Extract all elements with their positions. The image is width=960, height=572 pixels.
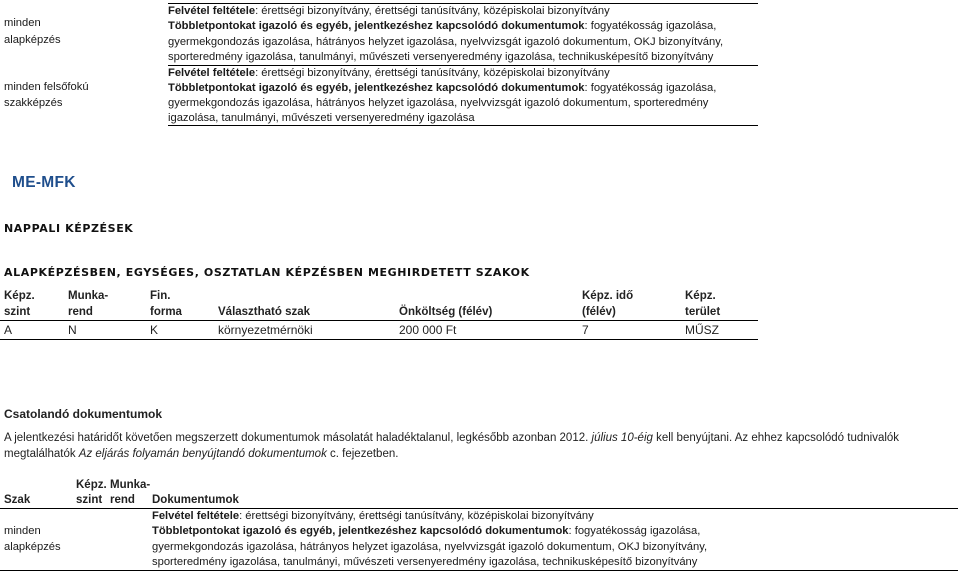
col-header-fin-forma: Fin. (150, 290, 171, 302)
row-divider (168, 125, 758, 126)
table-bottom-rule (0, 339, 758, 340)
col-header-munkarend: rend (68, 306, 93, 318)
requirement-line: gyermekgondozás igazolása, hátrányos helyzet igazolása, nyelvvizsgát igazoló dokumentum, OKJ bizonyítvány, (168, 36, 724, 48)
col-header-kepz-ido: Képz. idő (582, 290, 634, 302)
col-header-kepz-szint: szint (4, 306, 31, 318)
requirement-line: Többletpontokat igazoló és egyéb, jelentkezéshez kapcsolódó dokumentumok: fogyatékosság igazolása, (168, 82, 717, 94)
col-header-kepz-ido: (félév) (582, 306, 616, 318)
requirement-line: igazolása, tanulmányi, művészeti versenyeredmény igazolása (168, 112, 475, 124)
requirement-line: Felvétel feltétele: érettségi bizonyítvány, érettségi tanúsítvány, középiskolai bizonyítvány (168, 67, 610, 79)
table-bottom-rule (0, 570, 958, 571)
cell-onkoltseg: 200 000 Ft (399, 323, 457, 337)
track-label: minden (4, 525, 41, 537)
requirement-line: sporteredmény igazolása, tanulmányi, művészeti versenyeredmény igazolása, technikusképesítő bizonyítvány (168, 51, 714, 63)
col-header-kepz-szint: Képz. (76, 479, 107, 491)
section-title: NAPPALI KÉPZÉSEK (4, 222, 134, 235)
cell-fin-forma: K (150, 323, 159, 337)
requirement-line: sporteredmény igazolása, tanulmányi, művészeti versenyeredmény igazolása, technikusképesítő bizonyítvány (152, 556, 698, 568)
col-header-szak: Szak (4, 494, 31, 506)
requirement-line: Felvétel feltétele: érettségi bizonyítvány, érettségi tanúsítvány, középiskolai bizonyítvány (152, 510, 594, 522)
col-header-munkarend: rend (110, 494, 135, 506)
cell-kepz-terulet: MŰSZ (685, 323, 719, 337)
requirement-line: gyermekgondozás igazolása, hátrányos helyzet igazolása, nyelvvizsgát igazoló dokumentum, sporteredmény (168, 97, 709, 109)
documents-title: Csatolandó dokumentumok (4, 407, 163, 421)
col-header-fin-forma: forma (150, 306, 182, 318)
track-label: szakképzés (4, 97, 63, 109)
documents-paragraph: A jelentkezési határidőt követően megszerzett dokumentumok másolatát haladéktalanul, legkésőbb azonban 2012. július 10-éig kell benyújtani. Az ehhez kapcsolódó tudnivalók megtalálhatók Az eljárás folyamán benyújtandó dokumentumok c. fejezetben. (4, 432, 900, 460)
cell-kepz-szint: A (4, 323, 13, 337)
track-label: alapképzés (4, 34, 61, 46)
col-header-kepz-szint: szint (76, 494, 103, 506)
org-code: ME-MFK (12, 174, 76, 191)
col-header-kepz-terulet: Képz. (685, 290, 716, 302)
col-header-munkarend: Munka- (68, 290, 109, 302)
col-header-kepz-terulet: terület (685, 306, 721, 318)
track-label: alapképzés (4, 541, 61, 553)
track-label: minden (4, 17, 41, 29)
col-header-szak: Választható szak (218, 306, 311, 318)
col-header-munkarend: Munka- (110, 479, 151, 491)
track-label: minden felsőfokú (4, 81, 89, 93)
cell-munkarend: N (68, 323, 77, 337)
requirement-line: Felvétel feltétele: érettségi bizonyítvány, érettségi tanúsítvány, középiskolai bizonyítvány (168, 5, 610, 17)
col-header-kepz-szint: Képz. (4, 290, 35, 302)
col-header-dokumentumok: Dokumentumok (152, 494, 239, 506)
table-header-rule (0, 320, 758, 321)
cell-szak: környezetmérnöki (218, 323, 313, 337)
requirement-line: Többletpontokat igazoló és egyéb, jelentkezéshez kapcsolódó dokumentumok: fogyatékosság igazolása, (152, 525, 701, 537)
subsection-title: ALAPKÉPZÉSBEN, EGYSÉGES, OSZTATLAN KÉPZÉSBEN MEGHIRDETETT SZAKOK (4, 266, 530, 279)
col-header-onkoltseg: Önköltség (félév) (399, 306, 493, 318)
requirement-line: Többletpontokat igazoló és egyéb, jelentkezéshez kapcsolódó dokumentumok: fogyatékosság igazolása, (168, 20, 717, 32)
requirement-line: gyermekgondozás igazolása, hátrányos helyzet igazolása, nyelvvizsgát igazoló dokumentum, OKJ bizonyítvány, (152, 541, 708, 553)
cell-kepz-ido: 7 (582, 323, 589, 337)
